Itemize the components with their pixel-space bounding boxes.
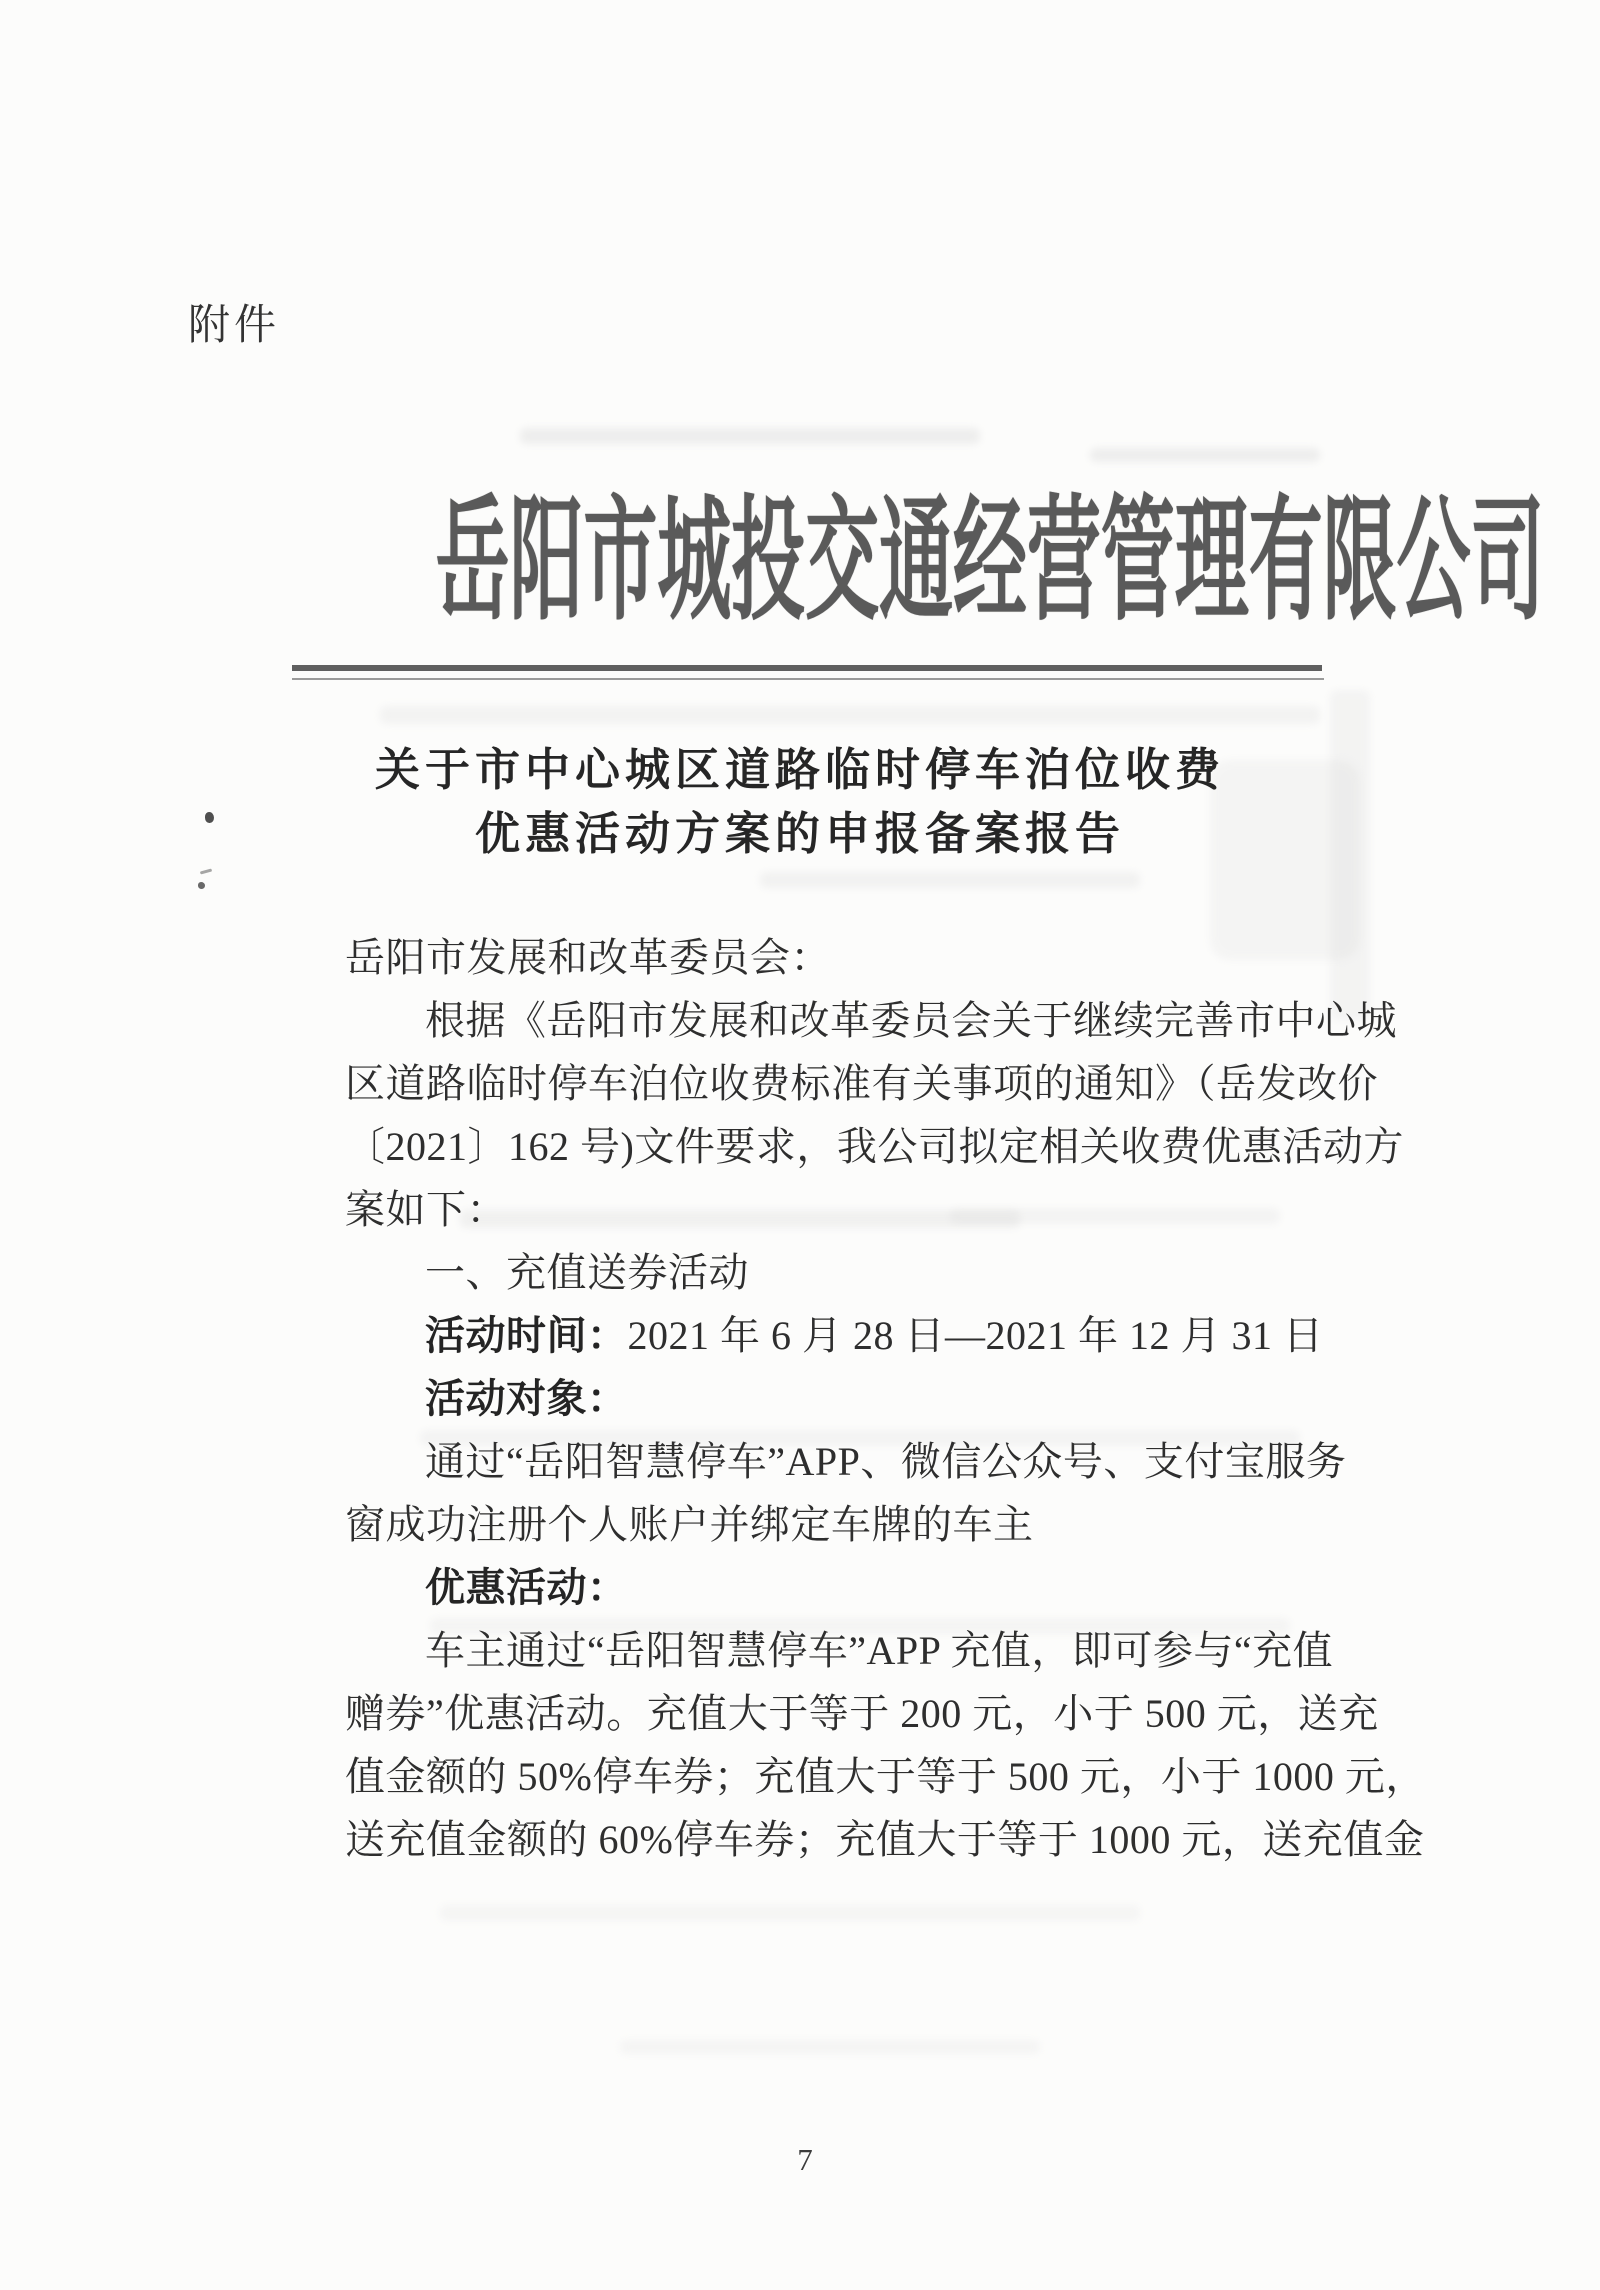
ink-speck [200, 868, 212, 874]
body-line: 〔2021〕162 号)文件要求，我公司拟定相关收费优惠活动方 [345, 1124, 1404, 1169]
offer-label-line [345, 1556, 1335, 1619]
activity-target-line [345, 1367, 1335, 1430]
doc-title-line2: 优惠活动方案的申报备案报告 [474, 807, 1125, 860]
ink-speck [205, 812, 214, 823]
doc-title-line1: 关于市中心城区道路临时停车泊位收费 [374, 743, 1225, 796]
activity-time-line [345, 1304, 1335, 1367]
activity-time-value: 2021 年 6 月 28 日—2021 年 12 月 31 日 [627, 1313, 1324, 1358]
bleed-artifact [1090, 448, 1320, 462]
bleed-artifact [380, 706, 1320, 724]
attachment-label: 附件 [188, 300, 281, 349]
body-line: 送充值金额的 60%停车券；充值大于等于 1000 元，送充值金 [345, 1817, 1425, 1862]
body-line: 窗成功注册个人账户并绑定车牌的车主 [345, 1502, 1034, 1547]
bleed-artifact [440, 1905, 1140, 1921]
activity-target-label: 活动对象： [425, 1376, 628, 1422]
letterhead [0, 486, 1600, 637]
body-line: 通过“岳阳智慧停车”APP、微信公众号、支付宝服务 [425, 1439, 1347, 1484]
section-heading: 一、充值送券活动 [425, 1250, 749, 1295]
doc-title [0, 738, 1600, 866]
body-line: 案如下： [345, 1187, 507, 1232]
ink-speck [198, 882, 205, 889]
bleed-artifact [760, 872, 1140, 888]
activity-time-label: 活动时间： [425, 1313, 628, 1359]
body-line: 根据《岳阳市发展和改革委员会关于继续完善市中心城 [425, 998, 1397, 1043]
letterhead-rule-thin [292, 678, 1324, 680]
offer-label: 优惠活动： [425, 1565, 628, 1611]
document-body [345, 926, 1426, 1871]
body-line: 赠券”优惠活动。充值大于等于 200 元，小于 500 元，送充 [345, 1691, 1379, 1736]
body-line: 区道路临时停车泊位收费标准有关事项的通知》（岳发改价 [345, 1061, 1378, 1106]
letterhead-company-name: 岳阳市城投交通经营管理有限公司 [435, 486, 1545, 637]
page-number: 7 [797, 2142, 813, 2177]
bleed-artifact [620, 2040, 1040, 2054]
body-line: 车主通过“岳阳智慧停车”APP 充值，即可参与“充值 [425, 1628, 1334, 1673]
letterhead-rule-thick [292, 665, 1322, 671]
bleed-artifact [520, 428, 980, 444]
salutation: 岳阳市发展和改革委员会： [345, 935, 831, 980]
body-line: 值金额的 50%停车券；充值大于等于 500 元，小于 1000 元， [345, 1754, 1426, 1799]
